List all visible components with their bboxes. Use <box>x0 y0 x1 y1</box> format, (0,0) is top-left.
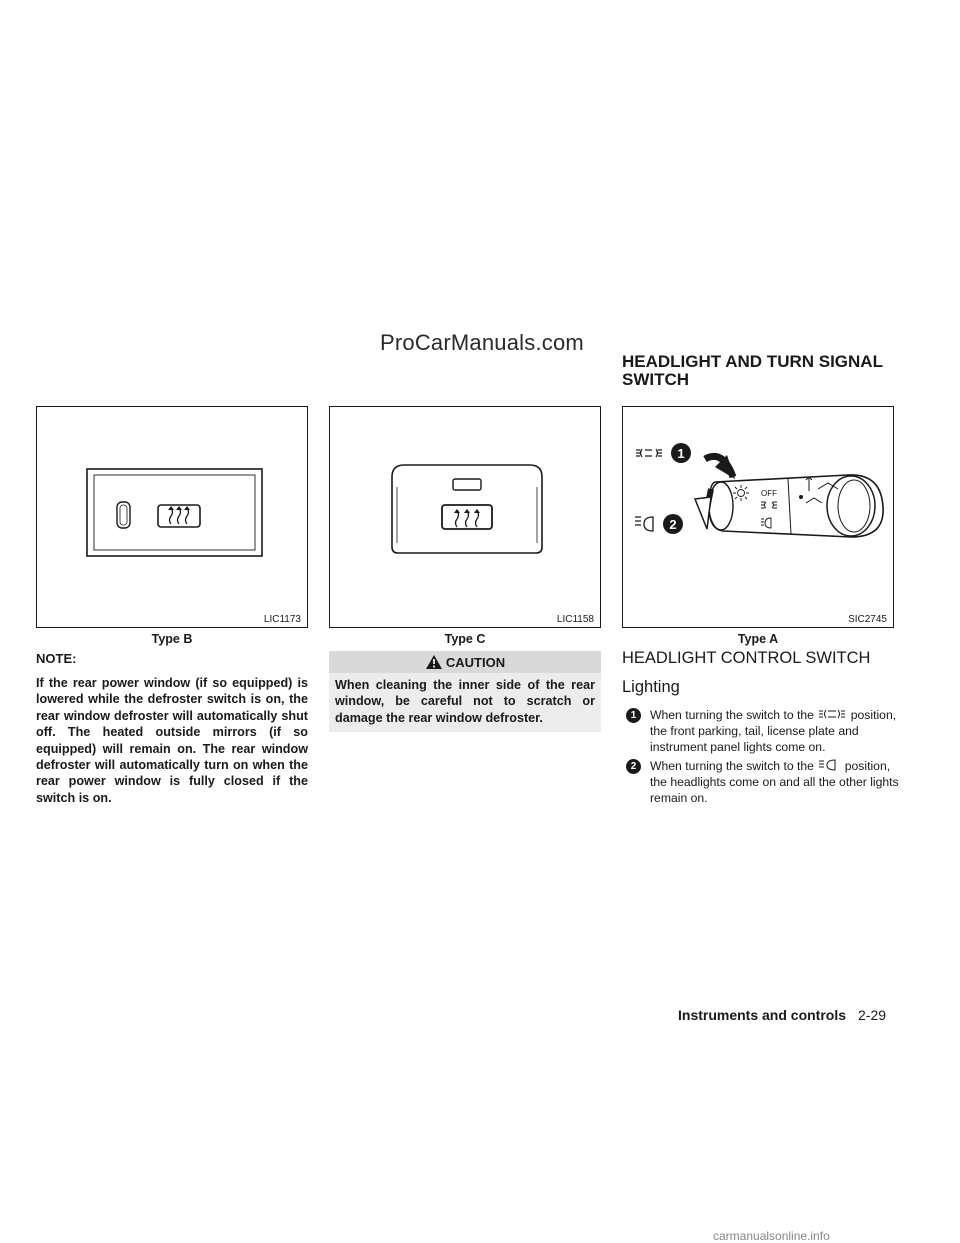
headlight-control-heading: HEADLIGHT CONTROL SWITCH <box>622 649 871 667</box>
step-text-before: When turning the switch to the <box>650 759 814 773</box>
parking-lights-callout-icon <box>636 449 662 457</box>
headlight-switch-illustration <box>623 407 893 617</box>
step-2 <box>630 758 900 806</box>
caution-body: When cleaning the inner side of the rear window, be careful not to scratch or damage the rear window defroster. <box>329 673 601 732</box>
off-label: OFF <box>761 489 777 498</box>
figure-type-b <box>36 406 308 628</box>
figure-caption-type-a: Type A <box>737 632 779 646</box>
step-text-after: position, the front parking, tail, license plate and instrument panel lights come on. <box>650 708 897 754</box>
figure-type-c <box>329 406 601 628</box>
callout-2: 2 <box>669 517 677 532</box>
footer-section-title: Instruments and controls <box>678 1007 847 1023</box>
footer-page-number: 2-29 <box>858 1007 887 1023</box>
figure-caption-type-b: Type B <box>151 632 193 646</box>
note-body: If the rear power window (if so equipped) is lowered while the defroster switch is on, the rear window defroster will automatically shut off. The heated outside mirrors (if so equipped) will remain on. The rear window defroster will automatically turn on when the rear power window is fully closed if the switch is on. <box>36 676 308 805</box>
caution-label: CAUTION <box>445 654 506 670</box>
headlight-icon <box>817 759 841 771</box>
section-heading: HEADLIGHT AND TURN SIGNAL SWITCH <box>622 352 883 389</box>
step-text-before: When turning the switch to the <box>650 708 814 722</box>
step-text-after: position, the headlights come on and all the other lights remain on. <box>650 759 899 805</box>
callout-1: 1 <box>677 446 685 461</box>
defroster-switch-type-c-illustration <box>330 407 600 607</box>
defroster-switch-type-b-illustration <box>37 407 307 607</box>
figure-code: LIC1173 <box>263 614 301 625</box>
step-1 <box>630 707 900 755</box>
step-number: 1 <box>626 708 641 723</box>
watermark-bottom: carmanualsonline.info <box>713 1229 830 1243</box>
warning-triangle-icon <box>425 654 443 670</box>
lighting-heading: Lighting <box>622 678 680 696</box>
figure-type-a <box>622 406 894 628</box>
note-label: NOTE: <box>36 651 77 666</box>
figure-code: LIC1158 <box>556 614 594 625</box>
figure-caption-type-c: Type C <box>444 632 486 646</box>
caution-header <box>329 651 601 673</box>
step-number: 2 <box>626 759 641 774</box>
parking-lights-icon <box>817 708 847 720</box>
figure-code: SIC2745 <box>848 614 887 625</box>
headlight-callout-icon <box>635 517 653 531</box>
watermark-top: ProCarManuals.com <box>380 330 584 355</box>
